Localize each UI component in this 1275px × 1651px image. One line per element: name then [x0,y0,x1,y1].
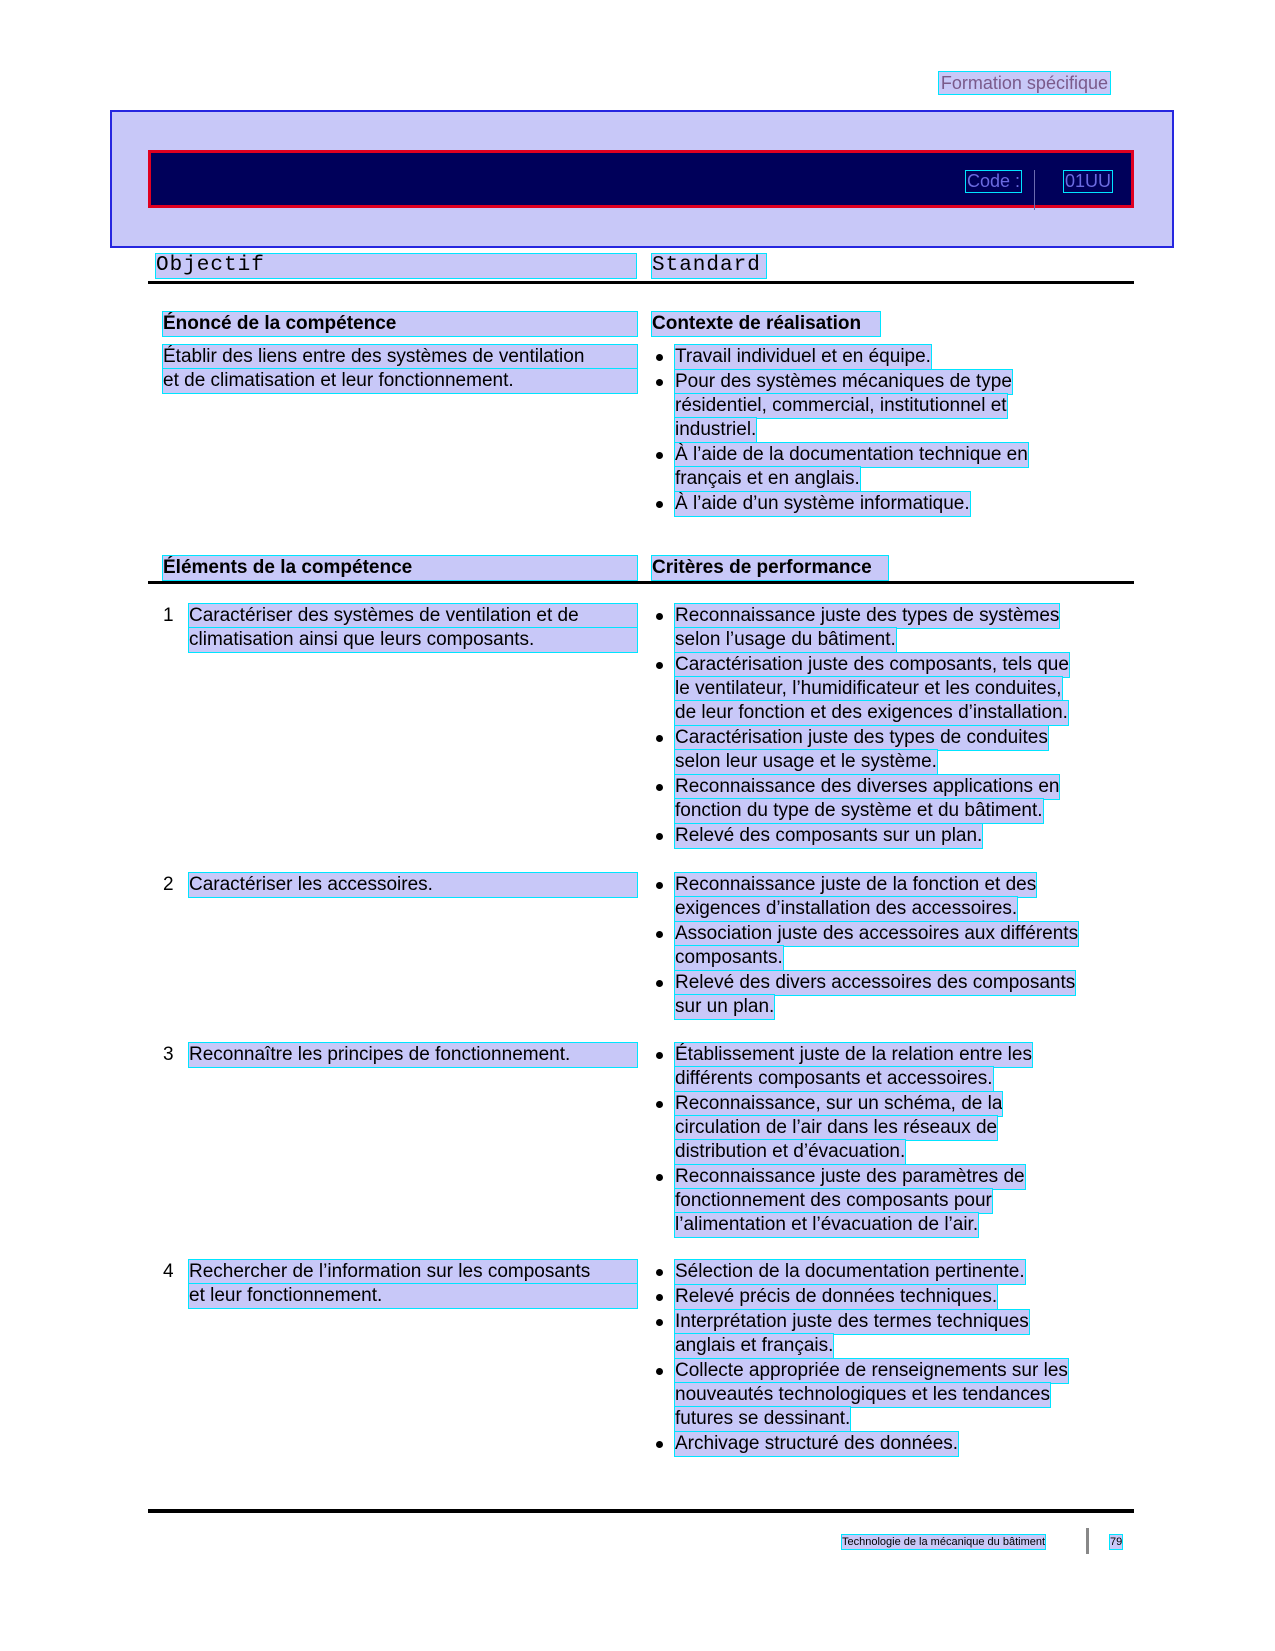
standard-heading: Standard [652,254,766,278]
bullet-icon [656,1269,663,1276]
bullet-icon [656,931,663,938]
bullet-icon [656,1052,663,1059]
criterion-line: futures se dessinant. [675,1408,851,1429]
criterion-line: exigences d’installation des accessoires. [675,898,1018,919]
code-divider [1034,170,1035,210]
code-label: Code : [967,171,1021,191]
code-value: 01UU [1065,171,1112,191]
criterion-line: l’alimentation et l’évacuation de l’air. [675,1214,979,1235]
criterion-line: selon l’usage du bâtiment. [675,629,896,650]
bullet-icon [656,452,663,459]
element-number: 1 [163,605,174,626]
criterion-line: sur un plan. [675,996,775,1017]
criterion-line: Relevé des composants sur un plan. [675,825,983,846]
element-number: 4 [163,1261,174,1282]
criterion-line: Reconnaissance juste des types de systèmes [675,605,1060,626]
element-line: climatisation ainsi que leurs composants. [189,628,637,652]
bullet-icon [656,784,663,791]
section-tag: Formation spécifique [940,73,1108,93]
criterion-line: de leur fonction et des exigences d’installation. [675,702,1068,723]
criterion-line: Caractérisation juste des composants, tels que [675,654,1069,675]
criterion-line: différents composants et accessoires. [675,1068,993,1089]
enonce-heading: Énoncé de la compétence [163,312,637,336]
bullet-icon [656,613,663,620]
criterion-line: Caractérisation juste des types de conduites [675,727,1048,748]
bullet-icon [656,833,663,840]
criterion-line: Reconnaissance, sur un schéma, de la [675,1093,1003,1114]
footer-program: Technologie de la mécanique du bâtiment [842,1536,1046,1548]
criterion-line: le ventilateur, l’humidificateur et les conduites, [675,678,1062,699]
criterion-line: distribution et d’évacuation. [675,1141,906,1162]
criterion-line: circulation de l’air dans les réseaux de [675,1117,998,1138]
criteria-heading: Critères de performance [652,556,888,580]
bottom-rule [148,1509,1134,1513]
bullet-icon [656,980,663,987]
bullet-icon [656,1319,663,1326]
criterion-line: Reconnaissance juste des paramètres de [675,1166,1025,1187]
criterion-line: Interprétation juste des termes techniques [675,1311,1029,1332]
element-line: Reconnaître les principes de fonctionnement. [189,1043,637,1067]
elements-rule [148,581,1134,584]
criterion-line: Relevé des divers accessoires des composants [675,972,1076,993]
criterion-line: Archivage structuré des données. [675,1433,959,1454]
criterion-line: fonctionnement des composants pour [675,1190,992,1211]
enonce-line: Établir des liens entre des systèmes de ventilation [163,345,637,369]
criterion-line: Travail individuel et en équipe. [675,346,931,367]
elements-heading: Éléments de la compétence [163,556,637,580]
criterion-line: Reconnaissance des diverses applications en [675,776,1060,797]
criterion-line: Établissement juste de la relation entre les [675,1044,1032,1065]
bullet-icon [656,882,663,889]
criterion-line: résidentiel, commercial, institutionnel et [675,395,1007,416]
criterion-line: Collecte appropriée de renseignements sur les [675,1360,1068,1381]
page-number: 79 [1110,1536,1123,1548]
criterion-line: À l’aide d’un système informatique. [675,493,970,514]
criterion-line: Relevé précis de données techniques. [675,1286,998,1307]
element-line: Caractériser des systèmes de ventilation et de [189,604,637,628]
criterion-line: français et en anglais. [675,468,860,489]
footer-separator [1086,1528,1089,1554]
bullet-icon [656,735,663,742]
element-number: 2 [163,874,174,895]
criterion-line: composants. [675,947,783,968]
bullet-icon [656,1441,663,1448]
criterion-line: selon leur usage et le système. [675,751,937,772]
bullet-icon [656,354,663,361]
element-line: Caractériser les accessoires. [189,873,637,897]
criterion-line: Association juste des accessoires aux différents [675,923,1079,944]
criterion-line: industriel. [675,419,757,440]
criterion-line: fonction du type de système et du bâtiment. [675,800,1043,821]
element-number: 3 [163,1044,174,1065]
criterion-line: À l’aide de la documentation technique en [675,444,1028,465]
bullet-icon [656,662,663,669]
bullet-icon [656,501,663,508]
bullet-icon [656,1174,663,1181]
criterion-line: Pour des systèmes mécaniques de type [675,371,1012,392]
element-line: Rechercher de l’information sur les composants [189,1260,637,1284]
heading-rule [148,281,1134,284]
bullet-icon [656,1101,663,1108]
bullet-icon [656,1368,663,1375]
contexte-heading: Contexte de réalisation [652,312,880,336]
criterion-line: Reconnaissance juste de la fonction et des [675,874,1037,895]
criterion-line: Sélection de la documentation pertinente. [675,1261,1025,1282]
criterion-line: anglais et français. [675,1335,834,1356]
element-line: et leur fonctionnement. [189,1284,637,1308]
bullet-icon [656,379,663,386]
criterion-line: nouveautés technologiques et les tendances [675,1384,1050,1405]
bullet-icon [656,1294,663,1301]
enonce-line: et de climatisation et leur fonctionnement. [163,369,637,393]
objectif-heading: Objectif [156,254,636,278]
